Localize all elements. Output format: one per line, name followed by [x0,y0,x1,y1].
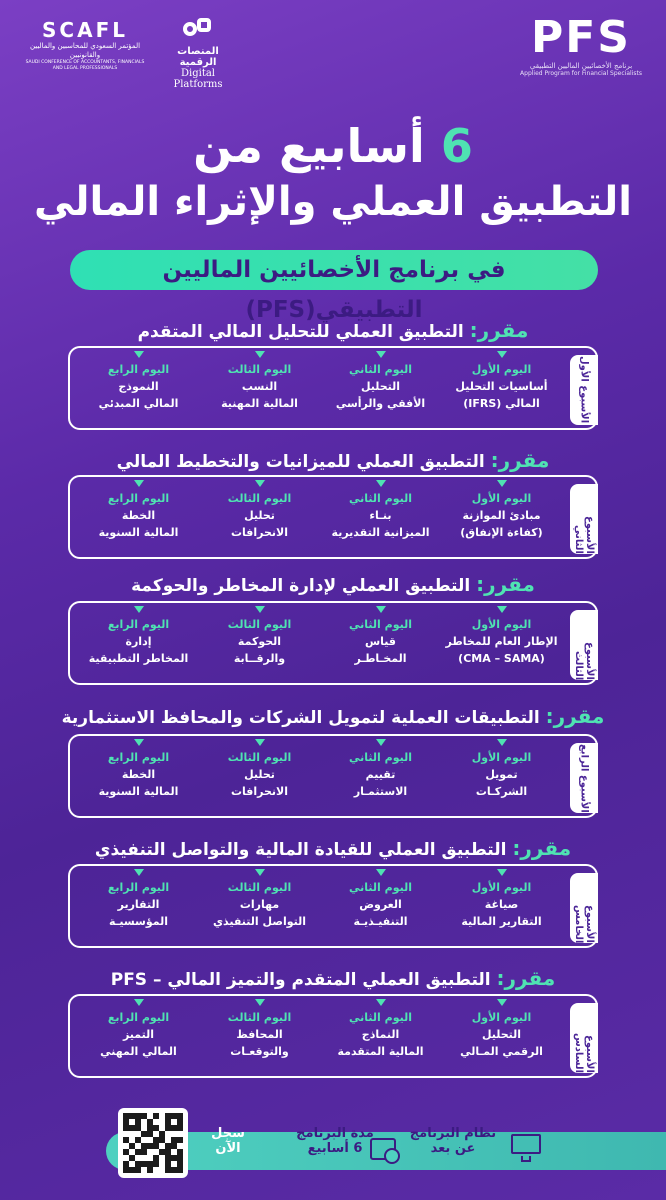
triangle-marker-icon [134,999,144,1006]
day-topic-line-2: المالية المتقدمة [337,1045,424,1058]
pfs-logo [516,14,646,77]
day-name: اليوم الرابع [107,1011,170,1024]
triangle-marker-icon [255,606,265,613]
days-row [78,603,562,683]
course-prefix: مقرر: [469,318,529,342]
days-row [78,866,562,946]
triangle-marker-icon [134,606,144,613]
pfs-logo-subtitle-en: Applied Program for Financial Specialists [520,70,642,77]
qr-module [159,1167,165,1173]
day-card [78,736,199,816]
day-topic-line-2: (CMA – SAMA) [458,652,545,665]
course-title [20,572,646,596]
day-topic-line-2: الرقمي المـالي [460,1045,543,1058]
day-topic-line-1: الخطة [121,509,156,522]
week-box [68,994,598,1078]
day-name: اليوم الرابع [107,881,170,894]
day-topic-line-2: المالي (IFRS) [463,397,540,410]
day-card [320,866,441,946]
week-box [68,601,598,685]
day-topic-line-1: التميز [122,1028,155,1041]
day-card [78,996,199,1076]
digital-platforms-en: Digital Platforms [173,68,223,90]
triangle-marker-icon [255,999,265,1006]
day-topic-line-1: إدارة [125,635,152,648]
monitor-icon [510,1132,544,1166]
qr-module [135,1167,141,1173]
course-title [20,704,646,728]
days-row [78,348,562,428]
day-topic-line-2: المخـاطـر [354,652,407,665]
day-topic-line-1: صياغة [484,898,519,911]
day-card [78,866,199,946]
day-name: اليوم الثالث [227,363,292,376]
day-card [199,736,320,816]
course-title-text: التطبيق العملي المتقدم والتميز المالي – PFS [110,970,491,990]
week-tab [570,873,598,943]
day-topic-line-1: التحليل [481,1028,522,1041]
program-pill: في برنامج الأخصائيين الماليين التطبيقي(PFS) [70,250,598,290]
qr-module [147,1167,153,1173]
triangle-marker-icon [255,480,265,487]
header [20,12,646,90]
day-topic-line-1: أساسيات التحليل [455,380,548,393]
week-box [68,734,598,818]
day-name: اليوم الثالث [227,1011,292,1024]
day-topic-line-2: التواصل التنفيذي [212,915,307,928]
day-topic-line-1: الخطة [121,768,156,781]
day-topic-line-1: الحوكمة [237,635,282,648]
day-card [320,996,441,1076]
page-title [0,118,666,230]
day-topic-line-2: المؤسسيـة [108,915,169,928]
day-topic-line-1: تحليل [244,768,275,781]
scafl-logo-ar: المؤتمر السعودي للمحاسبين والماليين والقانونيين [29,42,141,59]
course-title [20,836,646,860]
course-title [20,318,646,342]
program-duration-value: 6 أسابيع [307,1141,363,1156]
day-card [78,477,199,557]
course-title [20,448,646,472]
program-system [408,1126,498,1156]
day-topic-line-2: الميزانية التقديرية [331,526,430,539]
week-tab [570,610,598,680]
course-title-text: التطبيقات العملية لتمويل الشركات والمحافظ الاستثمارية [61,708,540,728]
title-line-1-text: أسابيع من [193,119,425,173]
course-prefix: مقرر: [476,572,535,596]
triangle-marker-icon [255,739,265,746]
day-name: اليوم الثاني [349,751,412,764]
day-topic-line-1: المحافظ [236,1028,283,1041]
triangle-marker-icon [497,999,507,1006]
course-title [20,966,646,990]
day-topic-line-1: تقييم [365,768,396,781]
qr-code-pattern [123,1113,183,1173]
qr-module [129,1167,135,1173]
triangle-marker-icon [497,739,507,746]
day-card [78,348,199,428]
triangle-marker-icon [376,869,386,876]
day-card [320,348,441,428]
day-topic-line-2: الاستثمـار [353,785,408,798]
week-box [68,864,598,948]
day-card [199,603,320,683]
calendar-clock-icon [368,1132,402,1166]
day-topic-line-1: العروض [359,898,402,911]
triangle-marker-icon [497,351,507,358]
program-duration [290,1126,380,1156]
day-topic-line-2: المالية السنوية [98,785,179,798]
day-topic-line-2: الانحرافات [230,785,289,798]
qr-module [171,1167,177,1173]
title-line-1 [0,118,666,174]
day-topic-line-1: مبادئ الموازنة [462,509,541,522]
day-name: اليوم الأول [471,751,532,764]
day-card [441,866,562,946]
day-topic-line-2: التنفيـذيـة [353,915,408,928]
day-name: اليوم الثاني [349,618,412,631]
day-card [320,603,441,683]
day-card [320,477,441,557]
day-name: اليوم الثالث [227,881,292,894]
week-label: الأسبوع الرابع [578,743,590,813]
day-name: اليوم الأول [471,618,532,631]
week-label: الأسبوع السادس [573,1032,595,1073]
triangle-marker-icon [255,351,265,358]
day-topic-line-2: والرقــابة [233,652,286,665]
scafl-logo [20,18,150,72]
pfs-logo-mark: PFS [531,12,631,63]
triangle-marker-icon [134,869,144,876]
day-topic-line-2: (كفاءة الإنفاق) [460,526,543,539]
day-card [441,996,562,1076]
day-name: اليوم الأول [471,1011,532,1024]
day-topic-line-2: الانحرافات [230,526,289,539]
day-card [199,348,320,428]
triangle-marker-icon [255,869,265,876]
triangle-marker-icon [376,606,386,613]
triangle-marker-icon [497,606,507,613]
week-tab [570,484,598,554]
day-name: اليوم الثاني [349,881,412,894]
footer [0,1108,666,1200]
day-name: اليوم الثالث [227,751,292,764]
day-topic-line-2: المالية المهنية [221,397,298,410]
qr-module [123,1167,129,1173]
day-name: اليوم الثاني [349,363,412,376]
day-topic-line-1: التحليل [360,380,401,393]
triangle-marker-icon [376,739,386,746]
scafl-logo-en: SAUDI CONFERENCE OF ACCOUNTANTS, FINANCIALS AND LEGAL PROFESSIONALS [25,60,145,71]
days-row [78,996,562,1076]
days-row [78,477,562,557]
digital-platforms-logo [158,16,238,90]
day-topic-line-2: المالي المبدئي [98,397,179,410]
day-topic-line-2: المالية السنوية [98,526,179,539]
day-name: اليوم الأول [471,492,532,505]
triangle-marker-icon [376,351,386,358]
day-topic-line-1: الإطار العام للمخاطر [445,635,558,648]
qr-module [153,1167,159,1173]
day-name: اليوم الثاني [349,492,412,505]
day-topic-line-1: النماذج [361,1028,400,1041]
day-topic-line-1: بنـاء [369,509,392,522]
digital-platforms-icon [181,16,215,42]
day-card [199,866,320,946]
title-line-2: التطبيق العملي والإثراء المالي [34,179,632,225]
day-topic-line-2: الشركـات [475,785,528,798]
day-card [199,996,320,1076]
title-number: 6 [440,119,473,173]
week-label: الأسبوع الثالث [573,642,595,680]
course-prefix: مقرر: [545,704,605,728]
day-card [320,736,441,816]
day-card [441,348,562,428]
day-topic-line-1: التقارير [117,898,160,911]
qr-module [177,1167,183,1173]
week-tab [570,743,598,813]
week-label: الأسبوع الأول [578,356,590,424]
triangle-marker-icon [497,869,507,876]
day-name: اليوم الثالث [227,618,292,631]
day-name: اليوم الرابع [107,618,170,631]
day-card [78,603,199,683]
day-name: اليوم الثالث [227,492,292,505]
week-box [68,346,598,430]
day-name: اليوم الأول [471,881,532,894]
triangle-marker-icon [376,480,386,487]
course-title-text: التطبيق العملي لإدارة المخاطر والحوكمة [131,576,471,596]
day-topic-line-1: تمويل [485,768,518,781]
qr-code[interactable] [118,1108,188,1178]
register-now-line-2: الآن [215,1141,241,1156]
register-now-line-1: سجل [211,1126,245,1141]
course-title-text: التطبيق العملي للتحليل المالي المتقدم [137,322,464,342]
day-card [441,477,562,557]
day-name: اليوم الأول [471,363,532,376]
day-name: اليوم الرابع [107,751,170,764]
week-label: الأسبوع الثاني [573,516,595,554]
day-topic-line-2: المالي المهني [100,1045,177,1058]
day-topic-line-2: والتوقعـات [230,1045,289,1058]
day-topic-line-1: النموذج [118,380,159,393]
qr-module [141,1167,147,1173]
day-name: اليوم الرابع [107,363,170,376]
course-prefix: مقرر: [512,836,572,860]
day-topic-line-2: الأفقي والرأسي [335,397,426,410]
program-duration-label: مدة البرنامج [296,1126,374,1141]
program-system-value: عن بعد [430,1141,476,1156]
course-prefix: مقرر: [496,966,556,990]
triangle-marker-icon [134,739,144,746]
register-now[interactable] [198,1126,258,1156]
day-card [441,736,562,816]
scafl-logo-mark: SCAFL [42,18,128,42]
triangle-marker-icon [134,351,144,358]
triangle-marker-icon [376,999,386,1006]
day-card [199,477,320,557]
day-topic-line-1: النسب [241,380,278,393]
course-title-text: التطبيق العملي للقيادة المالية والتواصل التنفيذي [94,840,507,860]
days-row [78,736,562,816]
day-topic-line-1: تحليل [244,509,275,522]
pfs-logo-subtitle-ar: برنامج الأخصائيين الماليين التطبيقي [529,62,633,70]
week-tab [570,355,598,425]
triangle-marker-icon [134,480,144,487]
triangle-marker-icon [497,480,507,487]
day-name: اليوم الثاني [349,1011,412,1024]
day-topic-line-2: التقارير المالية [461,915,542,928]
day-topic-line-1: مهارات [239,898,280,911]
day-topic-line-1: قياس [364,635,396,648]
course-title-text: التطبيق العملي للميزانيات والتخطيط المالي [116,452,485,472]
week-box [68,475,598,559]
course-prefix: مقرر: [490,448,550,472]
week-label: الأسبوع الخامس [573,904,595,943]
week-tab [570,1003,598,1073]
qr-module [165,1167,171,1173]
day-topic-line-2: المخاطر التطبيقية [88,652,189,665]
day-name: اليوم الرابع [107,492,170,505]
digital-platforms-ar: المنصات الرقمية [177,46,219,68]
program-system-label: نظام البرنامج [409,1126,497,1141]
day-card [441,603,562,683]
